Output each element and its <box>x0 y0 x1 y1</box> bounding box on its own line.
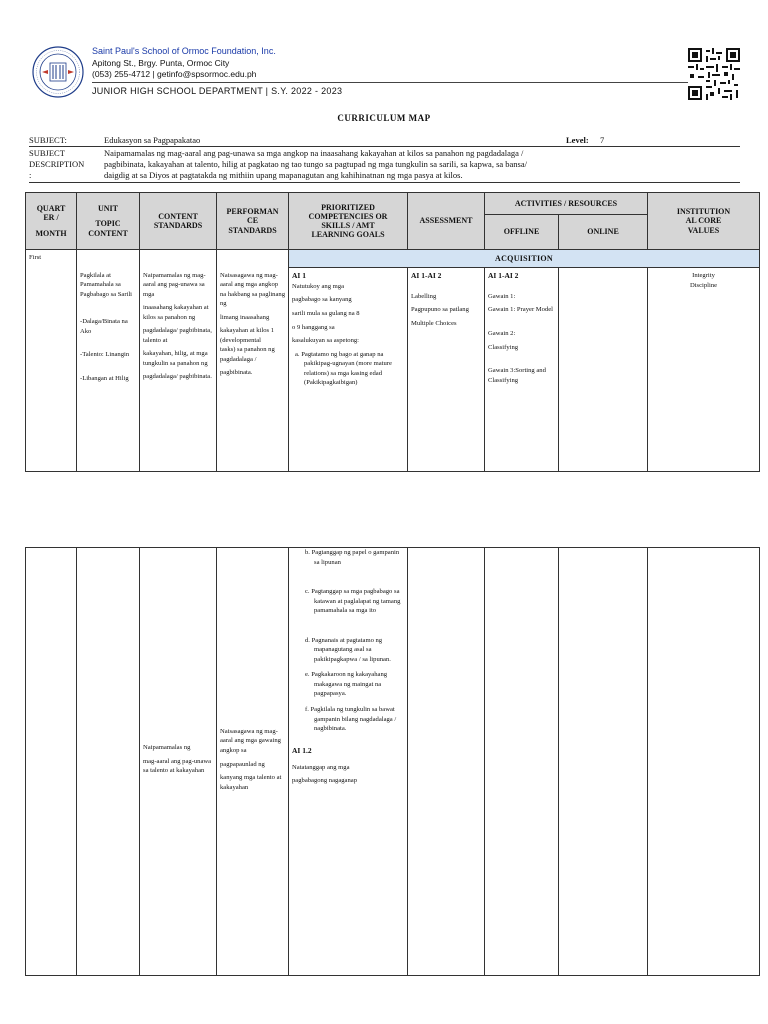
header-divider <box>92 82 740 83</box>
competency-item-d: d. Pagnanais at pagtatamo ng mapanagutang asal sa pakikipagkapwa / sa lipunan. <box>305 636 391 663</box>
online-activities-cell-2 <box>559 548 648 976</box>
header-activities: ACTIVITIES / RESOURCES <box>485 193 648 215</box>
subject-description-line-3: daigdig at sa Diyos at pagtatakda ng mithiin upang mapanagutan ang kahihinatnan ng mga pasya at kilos. <box>104 170 463 180</box>
content-standards-cell-2: Naipamamalas ng mag-aaral ang pag-unawa sa talento at kakayahan <box>140 548 217 976</box>
quarter-cell: First <box>26 250 77 472</box>
quarter-cell-2 <box>26 548 77 976</box>
unit-topic-3: -Libangan at Hilig <box>80 374 129 382</box>
school-address: Apitong St., Brgy. Punta, Ormoc City <box>92 58 230 68</box>
subject-description-label-3: : <box>29 170 32 180</box>
unit-title: Pagkilala at Pamamahala sa Pagbabago sa Sarili <box>80 271 133 298</box>
acquisition-band: ACQUISITION <box>289 250 760 268</box>
description-divider <box>29 182 740 183</box>
competency-item-c: c. Pagtanggap sa mga pagbabago sa katawan at paglalapat ng tamang pamamahala sa mga ito <box>305 588 401 615</box>
department-line: JUNIOR HIGH SCHOOL DEPARTMENT | S.Y. 2022 - 2023 <box>92 86 343 96</box>
header-online: ONLINE <box>559 215 648 250</box>
competency-code: AI 1 <box>292 271 306 280</box>
header-performance-standards: PERFORMAN CE STANDARDS <box>217 193 289 250</box>
school-contact: (053) 255-4712 | getinfo@spsormoc.edu.ph <box>92 69 257 79</box>
unit-topic-2: -Talento: Linangin <box>80 351 130 359</box>
level-value: 7 <box>600 135 605 145</box>
unit-spacer <box>77 250 140 268</box>
subject-value: Edukasyon sa Pagpapakatao <box>104 135 201 145</box>
offline-activities-cell-2 <box>485 548 559 976</box>
content-standards-cell: Naipamamalas ng mag-aaral ang pag-unawa sa mga inaasahang kakayahan at kilos sa panahon ng pagdadalaga/ pagbibinata, talento at kakayahan, hilig, at mga tungkulin sa panahon ng pagdadalaga/ pagbibinata. <box>140 268 217 472</box>
content-spacer <box>140 250 217 268</box>
subject-description-line-2: pagbibinata, kakayahan at talento, hilig at pagkatao ng tao tungo sa pagtupad ng mga tungkulin sa sarili, sa kapwa, sa bansa/ <box>104 159 527 169</box>
school-seal-icon <box>32 46 84 98</box>
competency-item-a: a. Pagtatamo ng bago at ganap na pakikipag-ugnayan (more mature relations) sa mga kasing edad (Pakikipagkaibigan) <box>295 350 392 387</box>
competency-item-f: f. Pagkilala ng tungkulin sa bawat gampanin bilang nagdadalaga / nagbibinata. <box>305 706 397 733</box>
performance-standards-cell-2: Naisasagawa ng mag-aaral ang mga gawaing angkop sa pagpapaunlad ng kanyang mga talento at kakayahan <box>217 548 289 976</box>
offline-activities-cell: AI 1-AI 2 Gawain 1: Gawain 1: Prayer Model Gawain 2: Classifying Gawain 3:Sorting and Classifying <box>485 268 559 472</box>
competency-item-b: b. Pagtanggap ng papel o gampanin sa lipunan <box>305 549 400 566</box>
header-core-values: INSTITUTION AL CORE VALUES <box>648 193 760 250</box>
competency-item-e: e. Pagkakaroon ng kakayahang makagawa ng maingat na pagpapasya. <box>305 671 388 698</box>
performance-spacer <box>217 250 289 268</box>
performance-standards-cell: Naisasagawa ng mag-aaral ang mga angkop na hakbang sa paglinang ng limang inaasahang kakayahan at kilos 1 (developmental tasks) sa panahon ng pagdadalaga / pagbibinata. <box>217 268 289 472</box>
header-competencies: PRIORITIZED COMPETENCIES OR SKILLS / AMT LEARNING GOALS <box>289 193 408 250</box>
subject-divider <box>29 146 740 147</box>
assessment-cell-2 <box>408 548 485 976</box>
qr-code-icon <box>688 48 740 100</box>
subject-label: SUBJECT: <box>29 135 67 145</box>
header-content-standards: CONTENT STANDARDS <box>140 193 217 250</box>
header-unit-topic: UNIT TOPIC CONTENT <box>77 193 140 250</box>
subject-description-label-1: SUBJECT <box>29 148 65 158</box>
online-activities-cell <box>559 268 648 472</box>
competencies-cell-2: b. Pagtanggap ng papel o gampanin sa lipunan c. Pagtanggap sa mga pagbabago sa katawan at paglalapat ng tamang pamamahala sa mga ito d. Pagnanais at pagtatamo ng mapanagutang asal sa pakikipagkapwa / sa lipunan. e. Pagkakaroon ng kakayahang makagawa ng maingat na pagpapasya. f. Pagkilala ng tungkulin sa bawat gampanin bilang nagdadalaga / nagbibinata. AI 1.2 Natatanggap ang mga pagbabagong nagaganap <box>289 548 408 976</box>
unit-topic-cell <box>77 268 140 472</box>
subject-description-label-2: DESCRIPTION <box>29 159 85 169</box>
core-values-cell-2 <box>648 548 760 976</box>
curriculum-table-2 <box>25 547 760 976</box>
subject-description-line-1: Naipamamalas ng mag-aaral ang pag-unawa sa mga angkop na inaasahang kakayahan at kilos sa panahon ng pagdadalaga / <box>104 148 524 158</box>
competencies-cell: AI 1 Natutukoy ang mga pagbabago sa kanyang sarili mula sa gulang na 8 o 9 hanggang sa kasalukuyan sa aspetong: a. Pagtatamo ng bago at ganap na pakikipag-ugnayan (more mature relations) sa mga kasing edad (Pakikipagkaibigan) <box>289 268 408 472</box>
competency-code-2: AI 1.2 <box>292 745 312 755</box>
header-quarter: QUART ER / MONTH <box>26 193 77 250</box>
level-label: Level: <box>566 135 589 145</box>
curriculum-table-1 <box>25 192 760 472</box>
school-name: Saint Paul's School of Ormoc Foundation, Inc. <box>92 46 276 56</box>
unit-topic-cell-2 <box>77 548 140 976</box>
assessment-cell: AI 1-AI 2 Labelling Pagpupuno sa patlang Multiple Choices <box>408 268 485 472</box>
document-title: CURRICULUM MAP <box>337 113 431 123</box>
unit-topic-1: -Dalaga/Binata na Ako <box>80 318 128 335</box>
core-values-cell: Integrity Discipline <box>648 268 760 472</box>
header-assessment: ASSESSMENT <box>408 193 485 250</box>
header-offline: OFFLINE <box>485 215 559 250</box>
